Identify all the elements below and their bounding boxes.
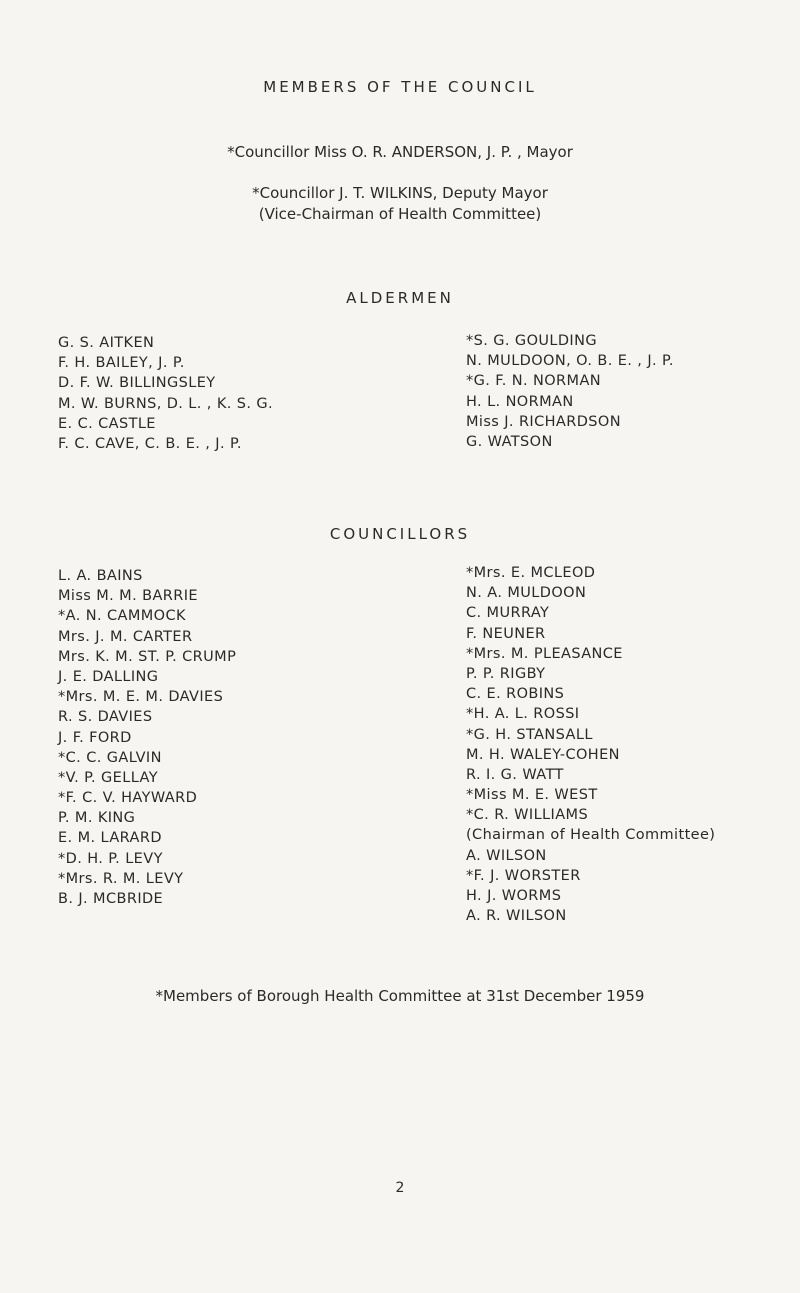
list-item: *C. R. WILLIAMS [466, 807, 589, 824]
list-item: D. F. W. BILLINGSLEY [58, 375, 216, 392]
list-item: Mrs. J. M. CARTER [58, 628, 193, 645]
list-item: E. C. CASTLE [58, 415, 156, 432]
list-item: R. S. DAVIES [58, 709, 153, 726]
list-item: (Chairman of Health Committee) [466, 827, 716, 844]
list-item: *G. H. STANSALL [466, 726, 593, 743]
list-item: M. H. WALEY-COHEN [466, 746, 620, 763]
list-item: C. MURRAY [466, 605, 550, 622]
list-item: P. P. RIGBY [466, 665, 546, 682]
list-item: N. A. MULDOON [466, 585, 587, 602]
councillors-right-column [466, 563, 715, 926]
list-item: A. R. WILSON [466, 908, 567, 925]
list-item: *V. P. GELLAY [58, 769, 158, 786]
list-item: Mrs. K. M. ST. P. CRUMP [58, 648, 237, 665]
mayor-line: *Councillor Miss O. R. ANDERSON, J. P. , Mayor [227, 143, 573, 161]
list-item: *F. J. WORSTER [466, 867, 581, 884]
list-item: N. MULDOON, O. B. E. , J. P. [466, 353, 674, 370]
list-item: *Mrs. M. PLEASANCE [466, 645, 623, 662]
list-item: *Mrs. M. E. M. DAVIES [58, 689, 224, 706]
aldermen-heading: ALDERMEN [346, 289, 454, 307]
list-item: R. I. G. WATT [466, 766, 564, 783]
list-item: *G. F. N. NORMAN [466, 373, 602, 390]
list-item: F. C. CAVE, C. B. E. , J. P. [58, 435, 242, 452]
list-item: *C. C. GALVIN [58, 749, 162, 766]
list-item: G. S. AITKEN [58, 335, 155, 351]
list-item: *Mrs. R. M. LEVY [58, 870, 184, 887]
list-item: *A. N. CAMMOCK [58, 608, 186, 625]
list-item: E. M. LARARD [58, 830, 162, 847]
list-item: J. F. FORD [58, 729, 132, 746]
list-item: F. NEUNER [466, 625, 546, 642]
aldermen-right-column [466, 331, 674, 452]
councillors-left-column [58, 566, 236, 909]
list-item: H. J. WORMS [466, 888, 562, 904]
list-item: H. L. NORMAN [466, 393, 574, 410]
list-item: *D. H. P. LEVY [58, 850, 163, 867]
list-item: *F. C. V. HAYWARD [58, 790, 198, 807]
list-item: *Mrs. E. MCLEOD [466, 565, 596, 581]
deputy-mayor-note: (Vice-Chairman of Health Committee) [258, 205, 542, 223]
page-title: MEMBERS OF THE COUNCIL [263, 78, 537, 96]
councillors-heading: COUNCILLORS [329, 525, 471, 543]
footnote: *Members of Borough Health Committee at 31st December 1959 [155, 987, 645, 1005]
deputy-mayor-line: *Councillor J. T. WILKINS, Deputy Mayor [252, 184, 548, 202]
list-item: P. M. KING [58, 810, 136, 827]
page-number: 2 [395, 1180, 405, 1196]
list-item: *S. G. GOULDING [466, 333, 597, 349]
list-item: B. J. MCBRIDE [58, 891, 164, 907]
list-item: L. A. BAINS [58, 568, 143, 584]
list-item: Miss M. M. BARRIE [58, 588, 198, 605]
list-item: M. W. BURNS, D. L. , K. S. G. [58, 395, 274, 412]
list-item: *Miss M. E. WEST [466, 787, 598, 804]
list-item: Miss J. RICHARDSON [466, 413, 621, 430]
list-item: G. WATSON [466, 433, 553, 450]
list-item: *H. A. L. ROSSI [466, 706, 580, 723]
list-item: F. H. BAILEY, J. P. [58, 355, 185, 372]
list-item: J. E. DALLING [58, 668, 159, 685]
list-item: A. WILSON [466, 847, 547, 864]
list-item: C. E. ROBINS [466, 686, 565, 703]
aldermen-left-column [58, 333, 273, 454]
